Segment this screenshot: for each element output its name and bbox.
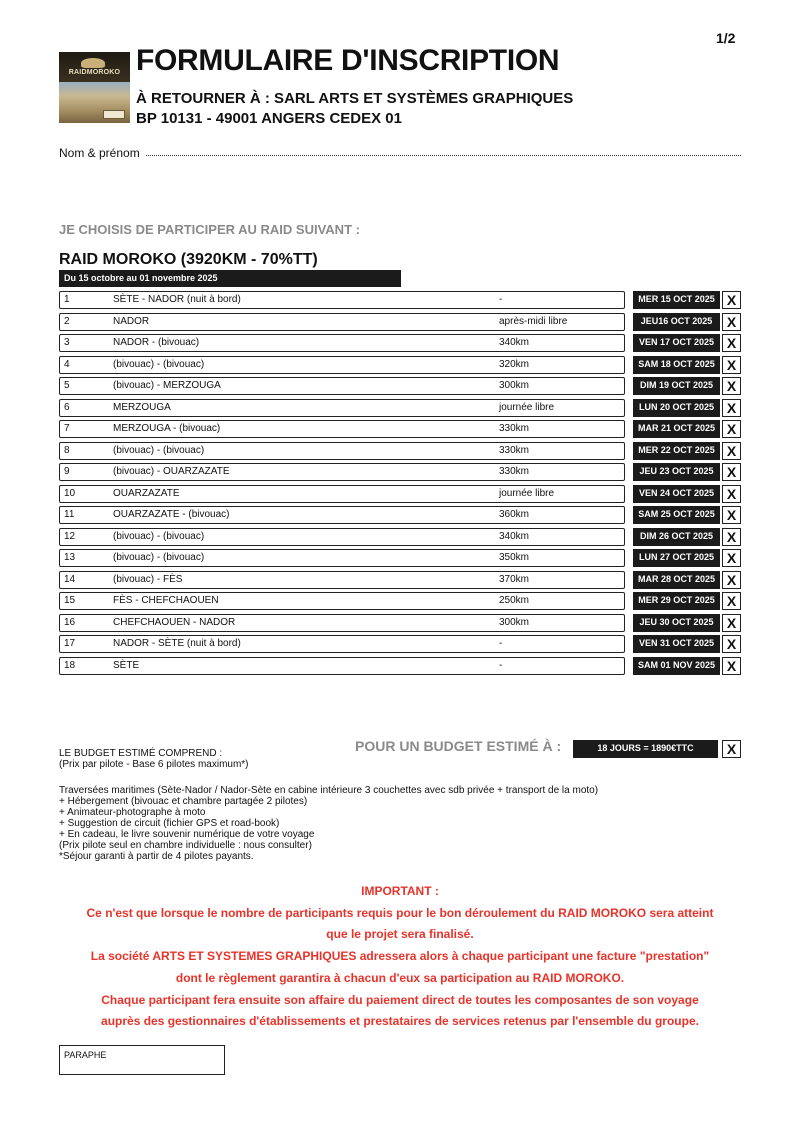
motorbike-icon [81, 58, 105, 68]
budget-detail-line: (Prix pilote seul en chambre individuelle : nous consulter) [59, 840, 312, 851]
stage-distance: 340km [499, 531, 530, 542]
stage-route: NADOR - SÈTE (nuit à bord) [113, 638, 241, 649]
raid-moroko-logo [59, 52, 130, 123]
itinerary-row [59, 635, 625, 653]
stage-route: (bivouac) - (bivouac) [113, 359, 205, 370]
important-line: La société ARTS ET SYSTEMES GRAPHIQUES adressera alors à chaque participant une facture "prestation" [90, 949, 710, 963]
itinerary-row [59, 377, 625, 395]
stage-date: JEU 30 OCT 2025 [633, 614, 720, 632]
itinerary-row [59, 657, 625, 675]
important-line: Chaque participant fera ensuite son affaire du paiement direct de toutes les composantes de son voyage [101, 993, 699, 1007]
stage-checkbox[interactable]: X [722, 485, 741, 503]
stage-checkbox[interactable]: X [722, 657, 741, 675]
stage-number: 16 [64, 617, 76, 628]
itinerary-row [59, 485, 625, 503]
stage-distance: - [499, 638, 503, 649]
date-range-banner: Du 15 octobre au 01 novembre 2025 [59, 270, 401, 287]
itinerary-row [59, 592, 625, 610]
stage-route: (bivouac) - OUARZAZATE [113, 466, 230, 477]
itinerary-row [59, 549, 625, 567]
itinerary-row [59, 313, 625, 331]
stage-date: VEN 17 OCT 2025 [633, 334, 720, 352]
return-address-line1: À RETOURNER À : SARL ARTS ET SYSTÈMES GRAPHIQUES [136, 90, 574, 107]
important-heading: IMPORTANT : [361, 884, 439, 898]
stage-distance: - [499, 294, 503, 305]
budget-checkbox[interactable]: X [722, 740, 741, 758]
stage-route: (bivouac) - FÈS [113, 574, 183, 585]
stage-route: NADOR [113, 316, 150, 327]
budget-detail-line: + Animateur-photographe à moto [59, 807, 206, 818]
stage-distance: - [499, 660, 503, 671]
stage-distance: journée libre [499, 402, 555, 413]
stage-route: (bivouac) - (bivouac) [113, 531, 205, 542]
stage-number: 1 [64, 294, 70, 305]
itinerary-row [59, 571, 625, 589]
important-line: dont le règlement garantira à chacun d'eux sa participation au RAID MOROKO. [175, 971, 625, 985]
stage-number: 3 [64, 337, 70, 348]
paraphe-box[interactable] [59, 1045, 225, 1075]
stage-checkbox[interactable]: X [722, 442, 741, 460]
stage-route: FÈS - CHEFCHAOUEN [113, 595, 219, 606]
stage-number: 6 [64, 402, 70, 413]
stage-date: MAR 28 OCT 2025 [633, 571, 720, 589]
stage-date: SAM 25 OCT 2025 [633, 506, 720, 524]
itinerary-row [59, 291, 625, 309]
stage-date: MAR 21 OCT 2025 [633, 420, 720, 438]
stage-checkbox[interactable]: X [722, 420, 741, 438]
stage-route: SÈTE [113, 660, 140, 671]
selection-heading: JE CHOISIS DE PARTICIPER AU RAID SUIVANT : [59, 222, 360, 237]
important-line: auprès des gestionnaires d'établissements et prestataires de services retenus par l'ensemble du groupe. [101, 1014, 699, 1028]
stage-number: 7 [64, 423, 70, 434]
itinerary-row [59, 506, 625, 524]
stage-distance: 330km [499, 445, 530, 456]
itinerary-row [59, 528, 625, 546]
stage-distance: 320km [499, 359, 530, 370]
stage-date: MER 29 OCT 2025 [633, 592, 720, 610]
stage-checkbox[interactable]: X [722, 528, 741, 546]
stage-date: VEN 31 OCT 2025 [633, 635, 720, 653]
itinerary-row [59, 334, 625, 352]
stage-number: 2 [64, 316, 70, 327]
stage-distance: 360km [499, 509, 530, 520]
stage-date: SAM 01 NOV 2025 [633, 657, 720, 675]
stage-number: 8 [64, 445, 70, 456]
stage-distance: 330km [499, 423, 530, 434]
paraphe-label: PARAPHE [64, 1050, 107, 1060]
stage-route: CHEFCHAOUEN - NADOR [113, 617, 236, 628]
name-field-label: Nom & prénom [59, 146, 140, 160]
stage-date: JEU16 OCT 2025 [633, 313, 720, 331]
stage-distance: 300km [499, 380, 530, 391]
stage-number: 15 [64, 595, 76, 606]
budget-value: 18 JOURS = 1890€TTC [573, 740, 718, 758]
stage-checkbox[interactable]: X [722, 614, 741, 632]
budget-detail-line: *Séjour garanti à partir de 4 pilotes payants. [59, 851, 254, 862]
itinerary-row [59, 420, 625, 438]
important-line: Ce n'est que lorsque le nombre de participants requis pour le bon déroulement du RAID MOROKO sera atteint [86, 906, 714, 920]
budget-label: POUR UN BUDGET ESTIMÉ À : [355, 738, 562, 754]
stage-date: VEN 24 OCT 2025 [633, 485, 720, 503]
stage-date: JEU 23 OCT 2025 [633, 463, 720, 481]
stage-route: (bivouac) - (bivouac) [113, 552, 205, 563]
stage-distance: 350km [499, 552, 530, 563]
stage-date: DIM 19 OCT 2025 [633, 377, 720, 395]
stage-checkbox[interactable]: X [722, 377, 741, 395]
stage-checkbox[interactable]: X [722, 549, 741, 567]
stage-route: OUARZAZATE [113, 488, 180, 499]
stage-checkbox[interactable]: X [722, 635, 741, 653]
stage-date: MER 15 OCT 2025 [633, 291, 720, 309]
stage-checkbox[interactable]: X [722, 313, 741, 331]
stage-checkbox[interactable]: X [722, 506, 741, 524]
stage-route: (bivouac) - MERZOUGA [113, 380, 221, 391]
stage-distance: 300km [499, 617, 530, 628]
raid-title: RAID MOROKO (3920KM - 70%TT) [59, 251, 318, 268]
stage-route: SÈTE - NADOR (nuit à bord) [113, 294, 241, 305]
stage-distance: 330km [499, 466, 530, 477]
stage-distance: 370km [499, 574, 530, 585]
stage-number: 12 [64, 531, 76, 542]
stage-route: NADOR - (bivouac) [113, 337, 200, 348]
budget-detail-line: + Suggestion de circuit (fichier GPS et road-book) [59, 818, 280, 829]
budget-detail-line: + Hébergement (bivouac et chambre partagée 2 pilotes) [59, 796, 308, 807]
stage-date: SAM 18 OCT 2025 [633, 356, 720, 374]
logo-badge [103, 110, 125, 119]
itinerary-row [59, 356, 625, 374]
stage-checkbox[interactable]: X [722, 592, 741, 610]
budget-detail-line: (Prix par pilote - Base 6 pilotes maximum*) [59, 759, 249, 770]
stage-distance: 250km [499, 595, 530, 606]
stage-checkbox[interactable]: X [722, 399, 741, 417]
page-title: FORMULAIRE D'INSCRIPTION [136, 44, 560, 77]
stage-number: 10 [64, 488, 76, 499]
stage-checkbox[interactable]: X [722, 463, 741, 481]
itinerary-row [59, 442, 625, 460]
stage-number: 11 [64, 509, 75, 520]
stage-number: 18 [64, 660, 76, 671]
stage-route: MERZOUGA [113, 402, 171, 413]
stage-route: OUARZAZATE - (bivouac) [113, 509, 230, 520]
logo-brand-text: RAIDMOROKO [68, 69, 121, 76]
itinerary-row [59, 614, 625, 632]
stage-checkbox[interactable]: X [722, 291, 741, 309]
stage-number: 14 [64, 574, 76, 585]
itinerary-row [59, 463, 625, 481]
budget-detail-line: + En cadeau, le livre souvenir numérique de votre voyage [59, 829, 315, 840]
stage-checkbox[interactable]: X [722, 334, 741, 352]
stage-date: MER 22 OCT 2025 [633, 442, 720, 460]
stage-number: 4 [64, 359, 70, 370]
budget-detail-line: LE BUDGET ESTIMÉ COMPREND : [59, 748, 223, 759]
return-address-line2: BP 10131 - 49001 ANGERS CEDEX 01 [136, 110, 402, 127]
itinerary-row [59, 399, 625, 417]
stage-route: MERZOUGA - (bivouac) [113, 423, 221, 434]
stage-distance: journée libre [499, 488, 555, 499]
stage-date: DIM 26 OCT 2025 [633, 528, 720, 546]
stage-number: 9 [64, 466, 70, 477]
name-field[interactable] [146, 155, 741, 156]
stage-distance: après-midi libre [499, 316, 568, 327]
stage-route: (bivouac) - (bivouac) [113, 445, 205, 456]
stage-number: 13 [64, 552, 76, 563]
stage-distance: 340km [499, 337, 530, 348]
stage-number: 5 [64, 380, 70, 391]
stage-date: LUN 20 OCT 2025 [633, 399, 720, 417]
page-number: 1/2 [716, 30, 736, 46]
stage-checkbox[interactable]: X [722, 356, 741, 374]
important-line: que le projet sera finalisé. [326, 927, 474, 941]
stage-number: 17 [64, 638, 76, 649]
stage-checkbox[interactable]: X [722, 571, 741, 589]
stage-date: LUN 27 OCT 2025 [633, 549, 720, 567]
budget-detail-line: Traversées maritimes (Sète-Nador / Nador-Sète en cabine intérieure 3 couchettes avec sdb privée + transport de la moto) [59, 785, 599, 796]
